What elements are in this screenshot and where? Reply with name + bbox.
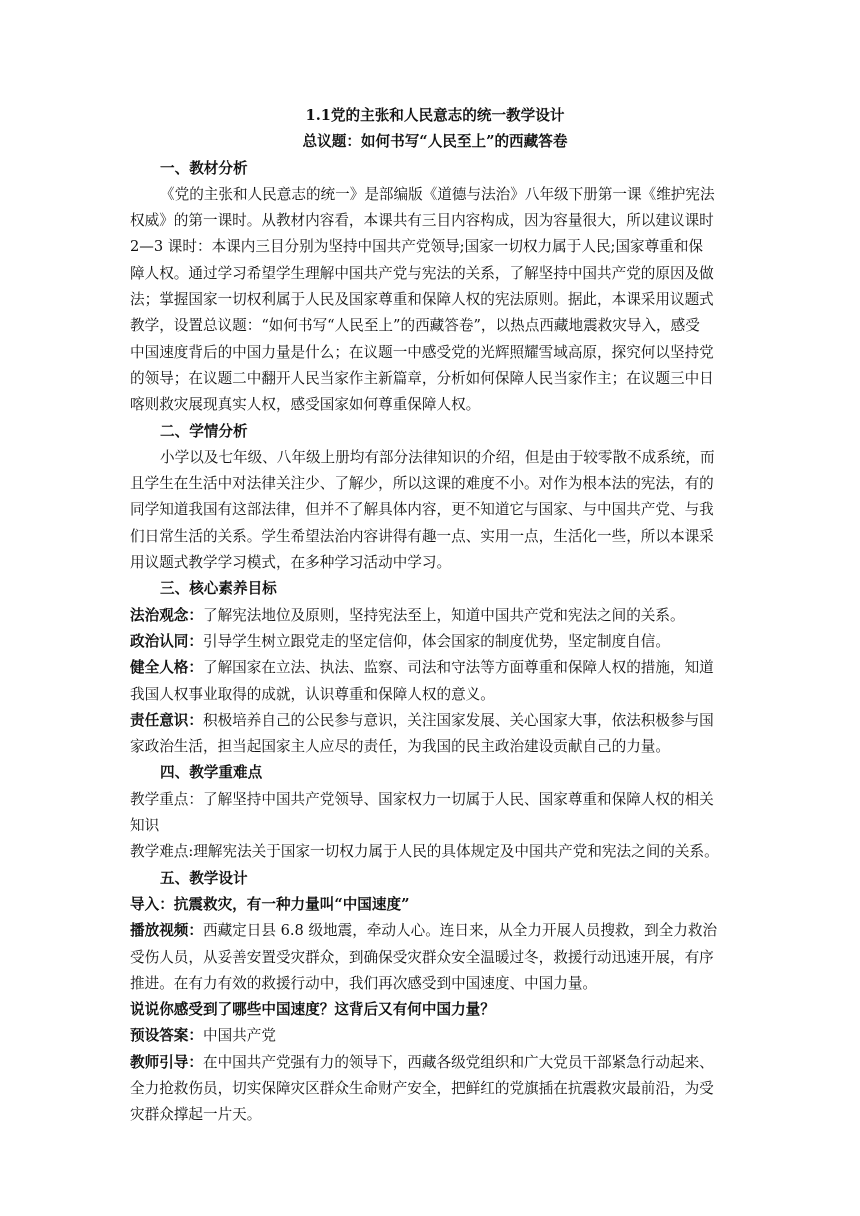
item-text: 中国共产党: [202, 1027, 276, 1045]
paragraph-line: 小学以及七年级、八年级上册均有部分法律知识的介绍，但是由于较零散不成系统，而: [160, 448, 715, 466]
paragraph-line: 权威》的第一课时。从教材内容看，本课共有三目内容构成，因为容量很大，所以建议课时: [130, 212, 714, 230]
document-page: [130, 103, 740, 1129]
teacher-guide: [130, 1050, 740, 1076]
item-label: 健全人格：: [130, 659, 203, 677]
literacy-item-political-identity: [130, 629, 740, 655]
item-text: 引导学生树立跟党走的坚定信仰，体会国家的制度优势，坚定制度自信。: [202, 632, 670, 650]
item-label: 预设答案：: [130, 1027, 203, 1045]
item-label: 政治认同：: [130, 632, 203, 650]
item-label: 责任意识：: [130, 711, 203, 729]
paragraph-line: 喀则救灾展现真实人权，感受国家如何尊重保障人权。: [130, 396, 481, 414]
section-heading-core-literacy: 三、核心素养目标: [160, 580, 277, 598]
paragraph-line: 且学生在生活中对法律关注少、了解少，所以这课的难度不小。对作为根本法的宪法，有的: [130, 475, 714, 493]
literacy-item-responsibility: [130, 708, 740, 734]
document-title: 1.1党的主张和人民意志的统一教学设计: [305, 107, 565, 124]
item-text: 了解宪法地位及原则，坚持宪法至上，知道中国共产党和宪法之间的关系。: [202, 606, 685, 624]
paragraph-line: 我国人权事业取得的成就，认识尊重和保障人权的意义。: [130, 685, 495, 703]
section-heading-textbook-analysis: 一、教材分析: [160, 159, 248, 177]
paragraph-line: 教学重点：了解坚持中国共产党领导、国家权力一切属于人民、国家尊重和保障人权的相关: [130, 790, 714, 808]
paragraph-line: 推进。在有力有效的救援行动中，我们再次感受到中国速度、中国力量。: [130, 974, 598, 992]
paragraph-line: 教学，设置总议题：“如何书写“人民至上”的西藏答卷”，以热点西藏地震救灾导入，感受: [130, 317, 700, 335]
paragraph-line: 知识: [130, 817, 160, 835]
item-label: 教师引导：: [130, 1053, 203, 1071]
section-heading-teaching-design: 五、教学设计: [160, 869, 248, 887]
item-label: 播放视频：: [130, 922, 203, 940]
literacy-item-rule-of-law: [130, 603, 740, 629]
paragraph-line: 中国速度背后的中国力量是什么；在议题一中感受党的光辉照耀雪域高原，探究何以坚持党: [130, 343, 714, 361]
paragraph-line: 2—3 课时：本课内三目分别为坚持中国共产党领导;国家一切权力属于人民;国家尊重和保: [130, 238, 704, 256]
paragraph-line: 《党的主张和人民意志的统一》是部编版《道德与法治》八年级下册第一课《维护宪法: [160, 185, 715, 203]
paragraph-line: 们日常生活的关系。学生希望法治内容讲得有趣一点、实用一点，生活化一些，所以本课采: [130, 527, 714, 545]
paragraph-line: 灾群众撑起一片天。: [130, 1106, 262, 1124]
paragraph-line: 家政治生活，担当起国家主人应尽的责任，为我国的民主政治建设贡献自己的力量。: [130, 738, 670, 756]
paragraph-line: 教学难点:理解宪法关于国家一切权力属于人民的具体规定及中国共产党和宪法之间的关系。: [130, 843, 719, 861]
paragraph-line: 法；掌握国家一切权利属于人民及国家尊重和保障人权的宪法原则。据此，本课采用议题式: [130, 291, 714, 309]
paragraph-line: 受伤人员，从妥善安置受灾群众，到确保受灾群众安全温暖过冬，救援行动迅速开展，有序: [130, 948, 714, 966]
item-text: 西藏定日县 6.8 级地震，牵动人心。连日来，从全力开展人员搜救，到全力救治: [202, 922, 718, 940]
item-text: 在中国共产党强有力的领导下，西藏各级党组织和广大党员干部紧急行动起来、: [202, 1053, 714, 1071]
section-heading-student-analysis: 二、学情分析: [160, 422, 248, 440]
paragraph-line: 的领导；在议题二中翻开人民当家作主新篇章，分析如何保障人民当家作主；在议题三中日: [130, 369, 714, 387]
paragraph-line: 同学知道我国有这部法律，但并不了解具体内容，更不知道它与国家、与中国共产党、与我: [130, 501, 714, 519]
document-subtitle: 总议题：如何书写“人民至上”的西藏答卷: [302, 133, 568, 151]
section-heading-key-difficulties: 四、教学重难点: [160, 764, 263, 782]
paragraph-line: 障人权。通过学习希望学生理解中国共产党与宪法的关系，了解坚持中国共产党的原因及做: [130, 264, 714, 282]
item-label: 法治观念：: [130, 606, 203, 624]
intro-title: 导入：抗震救灾，有一种力量叫“中国速度”: [130, 895, 410, 913]
discussion-question: 说说你感受到了哪些中国速度？这背后又有何中国力量？: [130, 1001, 495, 1019]
paragraph-line: 全力抢救伤员，切实保障灾区群众生命财产安全，把鲜红的党旗插在抗震救灾最前沿，为受: [130, 1079, 714, 1097]
paragraph-line: 用议题式教学学习模式，在多种学习活动中学习。: [130, 554, 452, 572]
video-item: [130, 918, 740, 944]
preset-answer: [130, 1023, 740, 1049]
literacy-item-personality: [130, 655, 740, 681]
item-text: 了解国家在立法、执法、监察、司法和守法等方面尊重和保障人权的措施，知道: [202, 659, 714, 677]
item-text: 积极培养自己的公民参与意识，关注国家发展、关心国家大事，依法积极参与国: [202, 711, 714, 729]
